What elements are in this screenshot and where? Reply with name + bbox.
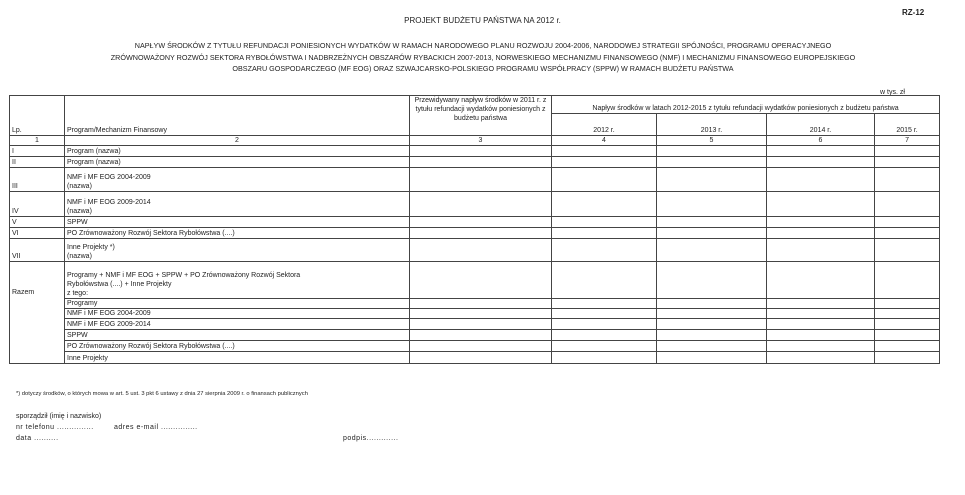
row-program-line: NMF i MF EOG 2004-2009 bbox=[67, 174, 151, 181]
razem-label: Razem bbox=[10, 262, 65, 364]
subtitle-line: ZRÓWNOWAŻONY ROZWÓJ SEKTORA RYBOŁÓWSTWA I NADBRZEŻNYCH OBSZARÓW RYBACKICH 2007-2013, NORWESKIEGO MECHANIZMU FINANSOWEGO (NMF) I MECHANIZMU FINANSOWEGO EUROPEJSKIEGO bbox=[110, 52, 856, 62]
row-program: Program (nazwa) bbox=[65, 146, 410, 157]
page-title: PROJEKT BUDŻETU PAŃSTWA NA 2012 r. bbox=[404, 16, 561, 25]
row-lp: VII bbox=[10, 239, 65, 262]
razem-sub: NMF i MF EOG 2009-2014 bbox=[65, 319, 410, 330]
table-row bbox=[10, 157, 940, 168]
prepared-by-label: sporządził (imię i nazwisko) bbox=[16, 413, 102, 420]
header-year: 2012 r. bbox=[552, 114, 657, 136]
subtitle-line: OBSZARU GOSPODARCZEGO (MF EOG) ORAZ SZWAJCARSKO-POLSKIEGO PROGRAMU WSPÓŁPRACY (SPPW) W RAMACH BUDŻETU PAŃSTWA bbox=[232, 64, 734, 73]
row-program-line: (nazwa) bbox=[67, 183, 92, 190]
header-year: 2013 r. bbox=[657, 114, 767, 136]
razem-line: Rybołówstwa (....) + Inne Projekty bbox=[67, 281, 172, 288]
razem-line: Programy + NMF i MF EOG + SPPW + PO Zrównoważony Rozwój Sektora bbox=[67, 272, 301, 279]
table-row bbox=[10, 239, 940, 262]
col-number: 6 bbox=[767, 136, 875, 146]
signature-field[interactable]: podpis............. bbox=[343, 435, 399, 442]
row-lp: IV bbox=[10, 192, 65, 217]
razem-sub: NMF i MF EOG 2004-2009 bbox=[65, 309, 410, 319]
row-program-line: (nazwa) bbox=[67, 208, 92, 215]
row-program-line: (nazwa) bbox=[67, 253, 92, 260]
row-program: Program (nazwa) bbox=[65, 157, 410, 168]
razem-program bbox=[65, 262, 410, 299]
row-program bbox=[65, 168, 410, 192]
table-row bbox=[10, 341, 940, 352]
razem-sub: Programy bbox=[65, 299, 410, 309]
header-program: Program/Mechanizm Finansowy bbox=[65, 96, 410, 136]
header-2011: Przewidywany napływ środków w 2011 r. z tytułu refundacji wydatków poniesionych z budżetu państwa bbox=[410, 96, 552, 136]
razem-sub: SPPW bbox=[65, 330, 410, 341]
col-number: 4 bbox=[552, 136, 657, 146]
col-number: 2 bbox=[65, 136, 410, 146]
header-span: Napływ środków w latach 2012-2015 z tytułu refundacji wydatków poniesionych z budżetu państwa bbox=[552, 96, 940, 114]
unit-label: w tys. zł bbox=[880, 89, 905, 96]
header-year: 2014 r. bbox=[767, 114, 875, 136]
table-row bbox=[10, 352, 940, 364]
header-year: 2015 r. bbox=[875, 114, 940, 136]
row-lp: I bbox=[10, 146, 65, 157]
col-number: 5 bbox=[657, 136, 767, 146]
row-lp: VI bbox=[10, 228, 65, 239]
row-lp: II bbox=[10, 157, 65, 168]
razem-line: z tego: bbox=[67, 290, 89, 297]
footnote: *) dotyczy środków, o których mowa w art. 5 ust. 3 pkt 6 ustawy z dnia 27 sierpnia 2009 r. o finansach publicznych bbox=[16, 391, 308, 397]
row-lp: III bbox=[10, 168, 65, 192]
col-number: 7 bbox=[875, 136, 940, 146]
col-number: 3 bbox=[410, 136, 552, 146]
phone-field[interactable]: nr telefonu ............... bbox=[16, 424, 94, 431]
row-lp: V bbox=[10, 217, 65, 228]
table-row bbox=[10, 330, 940, 341]
table-row-total bbox=[10, 262, 940, 299]
date-field[interactable]: data .......... bbox=[16, 435, 59, 442]
table-row bbox=[10, 168, 940, 192]
row-program bbox=[65, 239, 410, 262]
row-program-line: NMF i MF EOG 2009-2014 bbox=[67, 199, 151, 206]
header-lp: Lp. bbox=[10, 96, 65, 136]
row-program-line: Inne Projekty *) bbox=[67, 244, 115, 251]
col-number: 1 bbox=[10, 136, 65, 146]
razem-sub: Inne Projekty bbox=[65, 352, 410, 364]
subtitle-line: NAPŁYW ŚRODKÓW Z TYTUŁU REFUNDACJI PONIESIONYCH WYDATKÓW W RAMACH NARODOWEGO PLANU ROZWOJU 2004-2006, NARODOWEJ STRATEGII SPÓJNOŚCI, PROGRAMU OPERACYJNEGO bbox=[134, 41, 832, 50]
table-row bbox=[10, 299, 940, 309]
razem-sub: PO Zrównoważony Rozwój Sektora Rybołówstwa (....) bbox=[65, 341, 410, 352]
email-field[interactable]: adres e-mail ............... bbox=[114, 424, 198, 431]
row-program bbox=[65, 192, 410, 217]
table-row bbox=[10, 192, 940, 217]
page-subtitle bbox=[18, 40, 948, 75]
table-row bbox=[10, 319, 940, 330]
table-row bbox=[10, 309, 940, 319]
budget-table bbox=[9, 95, 940, 364]
row-program: SPPW bbox=[65, 217, 410, 228]
row-program: PO Zrównoważony Rozwój Sektora Rybołówstwa (....) bbox=[65, 228, 410, 239]
document-code: RZ-12 bbox=[902, 8, 925, 17]
table-row bbox=[10, 146, 940, 157]
table-row bbox=[10, 228, 940, 239]
table-row bbox=[10, 217, 940, 228]
